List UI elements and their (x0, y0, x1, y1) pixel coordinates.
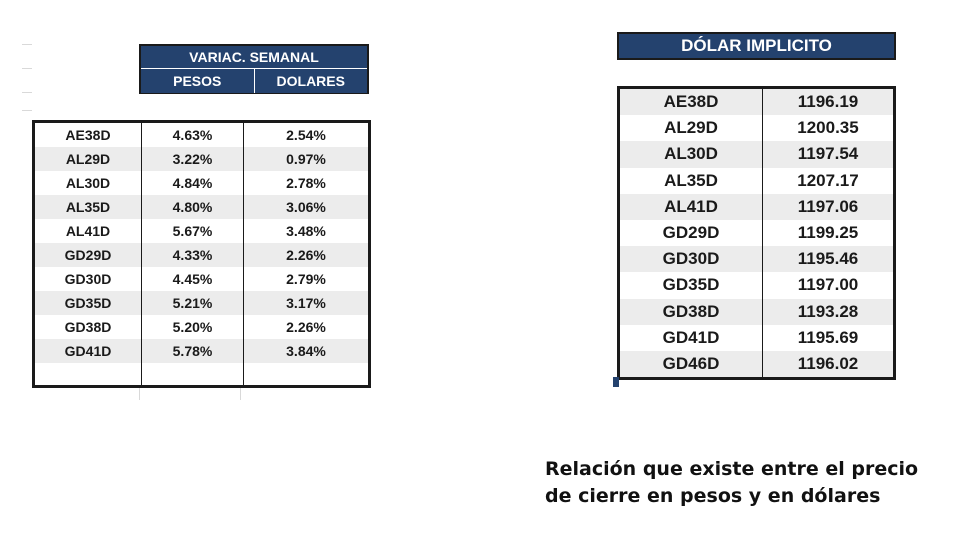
dolares-cell: 2.26% (286, 247, 326, 263)
implicit-value-cell: 1195.46 (797, 249, 859, 269)
caption-line-1: Relación que existe entre el precio (545, 458, 919, 480)
bond-cell: AL29D (35, 147, 142, 171)
grid-tick (22, 92, 32, 93)
grid-line (139, 388, 140, 400)
bond-cell: AL35D (620, 168, 763, 194)
bond-cell: GD35D (35, 291, 142, 315)
bond-cell: AE38D (35, 123, 142, 147)
table-row (620, 325, 893, 351)
bond-cell: GD38D (35, 315, 142, 339)
grid-tick (22, 68, 32, 69)
table-row (620, 89, 893, 115)
table-row (620, 246, 893, 272)
table-row (35, 291, 368, 315)
caption-line-2: de cierre en pesos y en dólares (545, 485, 881, 507)
dolares-cell (244, 363, 368, 387)
bond-cell: GD30D (35, 267, 142, 291)
weekly-variation-header (139, 44, 369, 94)
dolares-cell: 3.17% (286, 295, 326, 311)
table-row (620, 115, 893, 141)
weekly-variation-title: VARIAC. SEMANAL (141, 46, 367, 69)
table-row (620, 168, 893, 194)
table-row (35, 195, 368, 219)
table-row (35, 219, 368, 243)
table-row (620, 299, 893, 325)
table-row (620, 194, 893, 220)
bond-cell: AL35D (35, 195, 142, 219)
bond-cell: GD29D (35, 243, 142, 267)
pesos-cell (142, 363, 244, 387)
bond-cell: AL29D (620, 115, 763, 141)
implicit-value-cell: 1195.69 (797, 327, 859, 347)
bond-cell: GD29D (620, 220, 763, 246)
table-row (35, 147, 368, 171)
table-row (35, 315, 368, 339)
dolares-cell: 3.06% (286, 199, 326, 215)
bond-cell: AL30D (35, 171, 142, 195)
bond-cell: GD38D (620, 299, 763, 325)
implicit-value-cell: 1193.28 (797, 301, 859, 321)
table-row (35, 243, 368, 267)
bond-cell: GD46D (620, 351, 763, 377)
implicit-value-cell: 1196.19 (797, 92, 859, 112)
col-header-dolares: DOLARES (255, 69, 368, 93)
dolares-cell: 2.79% (286, 271, 326, 287)
pesos-cell: 4.63% (142, 123, 244, 147)
pesos-cell: 4.84% (142, 171, 244, 195)
pesos-cell: 4.33% (142, 243, 244, 267)
bond-cell: AE38D (620, 89, 763, 115)
bond-cell: GD35D (620, 272, 763, 298)
table-row (620, 220, 893, 246)
pesos-cell: 4.80% (142, 195, 244, 219)
pesos-cell: 5.67% (142, 219, 244, 243)
weekly-variation-table (32, 120, 371, 388)
caption (545, 456, 965, 510)
table-row (620, 141, 893, 167)
pesos-cell: 4.45% (142, 267, 244, 291)
bond-cell: AL30D (620, 141, 763, 167)
bond-cell (35, 363, 142, 387)
implicit-value-cell: 1196.02 (797, 353, 859, 373)
table-row (35, 171, 368, 195)
bond-cell: GD41D (620, 325, 763, 351)
pesos-cell: 5.78% (142, 339, 244, 363)
implicit-value-cell: 1199.25 (797, 223, 859, 243)
table-row (35, 267, 368, 291)
bond-cell: AL41D (35, 219, 142, 243)
dolares-cell: 0.97% (286, 151, 326, 167)
table-row (35, 339, 368, 363)
table-row (35, 363, 368, 387)
implicit-value-cell: 1200.35 (797, 118, 859, 138)
table-row (620, 351, 893, 377)
pesos-cell: 3.22% (142, 147, 244, 171)
grid-tick (22, 44, 32, 45)
grid-tick (22, 110, 32, 111)
pesos-cell: 5.20% (142, 315, 244, 339)
pesos-cell: 5.21% (142, 291, 244, 315)
dolares-cell: 2.78% (286, 175, 326, 191)
dolares-cell: 2.26% (286, 319, 326, 335)
implicit-dollar-table (617, 86, 896, 380)
dolares-cell: 3.48% (286, 223, 326, 239)
dolares-cell: 3.84% (286, 343, 326, 359)
implicit-value-cell: 1197.54 (797, 144, 859, 164)
implicit-value-cell: 1197.00 (797, 275, 859, 295)
table-row (620, 272, 893, 298)
implicit-value-cell: 1197.06 (797, 196, 859, 216)
bond-cell: GD30D (620, 246, 763, 272)
implicit-dollar-title: DÓLAR IMPLICITO (617, 32, 896, 60)
implicit-value-cell: 1207.17 (797, 170, 859, 190)
bond-cell: AL41D (620, 194, 763, 220)
selection-marker (613, 377, 619, 387)
table-row (35, 123, 368, 147)
dolares-cell: 2.54% (286, 127, 326, 143)
bond-cell: GD41D (35, 339, 142, 363)
grid-line (240, 388, 241, 400)
col-header-pesos: PESOS (141, 69, 255, 93)
